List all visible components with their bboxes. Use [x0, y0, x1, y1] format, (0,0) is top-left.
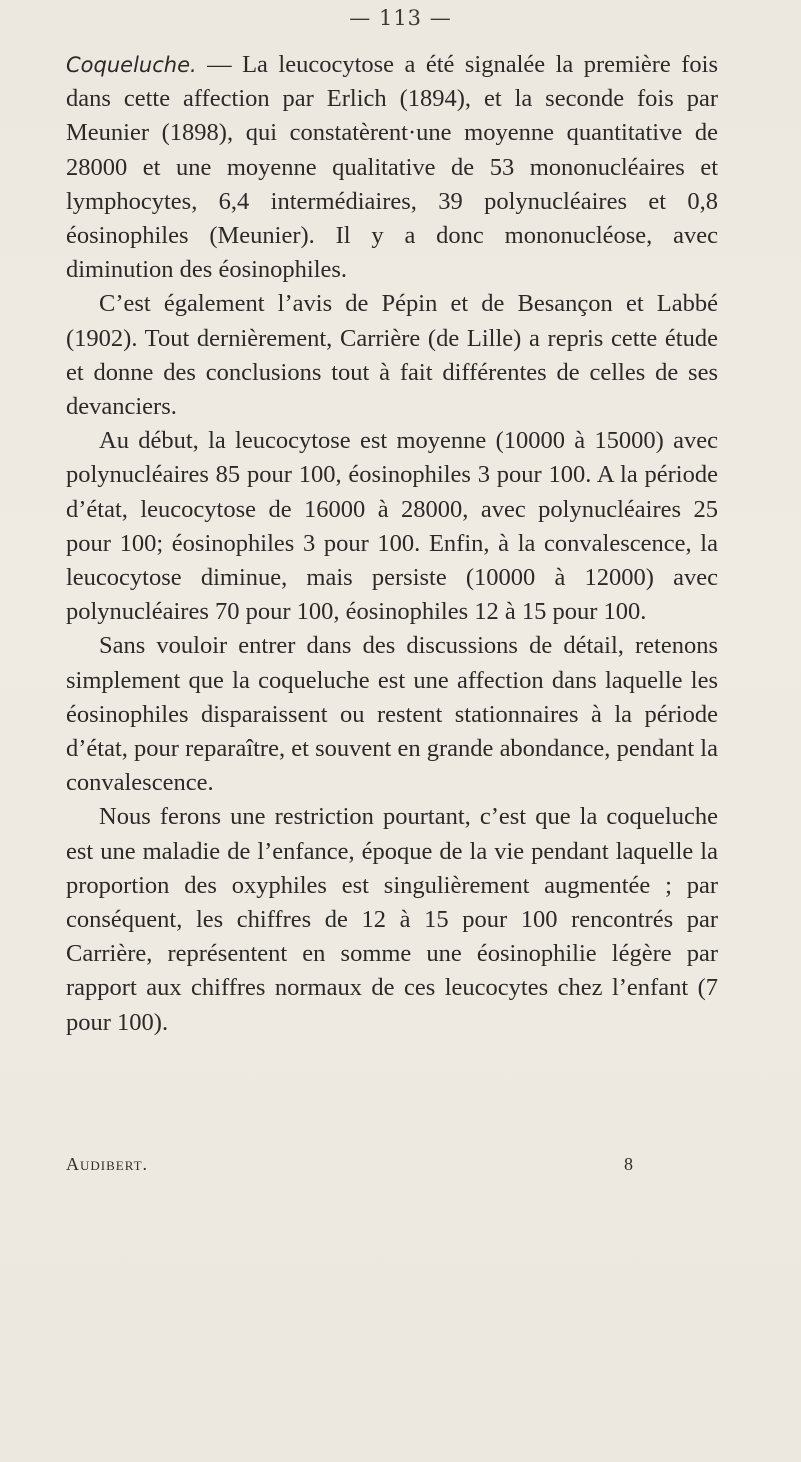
paragraph-2: C’est également l’avis de Pépin et de Besançon et Labbé (1902). Tout dernièrement, Carrière (de Lille) a repris cette étude et donne des conclusions tout à fait différentes de celles de ses devanciers.	[66, 290, 718, 421]
paragraph-1-text: — La leucocytose a été signalée la première fois dans cette affection par Erlich (1894), et la seconde fois par Meunier (1898), qui constatèrent·une moyenne quantitative de 28000 et une moyenne qualitative de 53 mononucléaires et lymphocytes, 6,4 intermédiaires, 39 polynucléaires et 0,8 éosinophiles (Meunier). Il y a donc mononucléose, avec diminution des éosinophiles.	[66, 51, 718, 284]
paragraph-4: Sans vouloir entrer dans des discussions de détail, retenons simplement que la coqueluche est une affection dans laquelle les éosinophiles disparaissent ou restent stationnaires à la période d’état, pour reparaître, et souvent en grande abondance, pendant la convalescence.	[66, 632, 718, 797]
paragraph-3: Au début, la leucocytose est moyenne (10000 à 15000) avec polynucléaires 85 pour 100, éosinophiles 3 pour 100. A la période d’état, leucocytose de 16000 à 28000, avec polynucléaires 25 pour 100; éosinophiles 3 pour 100. Enfin, à la convalescence, la leucocytose diminue, mais persiste (10000 à 12000) avec polynucléaires 70 pour 100, éosinophiles 12 à 15 pour 100.	[66, 427, 718, 626]
paragraph-5: Nous ferons une restriction pourtant, c’est que la coqueluche est une maladie de l’enfance, époque de la vie pendant laquelle la proportion des oxyphiles est singulièrement augmentée ; par conséquent, les chiffres de 12 à 15 pour 100 rencontrés par Carrière, représentent en somme une éosinophilie légère par rapport aux chiffres normaux de ces leucocytes chez l’enfant (7 pour 100).	[66, 803, 718, 1036]
paragraph-1	[66, 48, 718, 287]
body-text	[66, 48, 718, 1040]
page-number: — 113 —	[349, 6, 452, 30]
section-title: Coqueluche.	[66, 53, 197, 77]
sheet-number: 8	[624, 1154, 633, 1174]
signature-mark: Audibert.	[66, 1154, 149, 1174]
